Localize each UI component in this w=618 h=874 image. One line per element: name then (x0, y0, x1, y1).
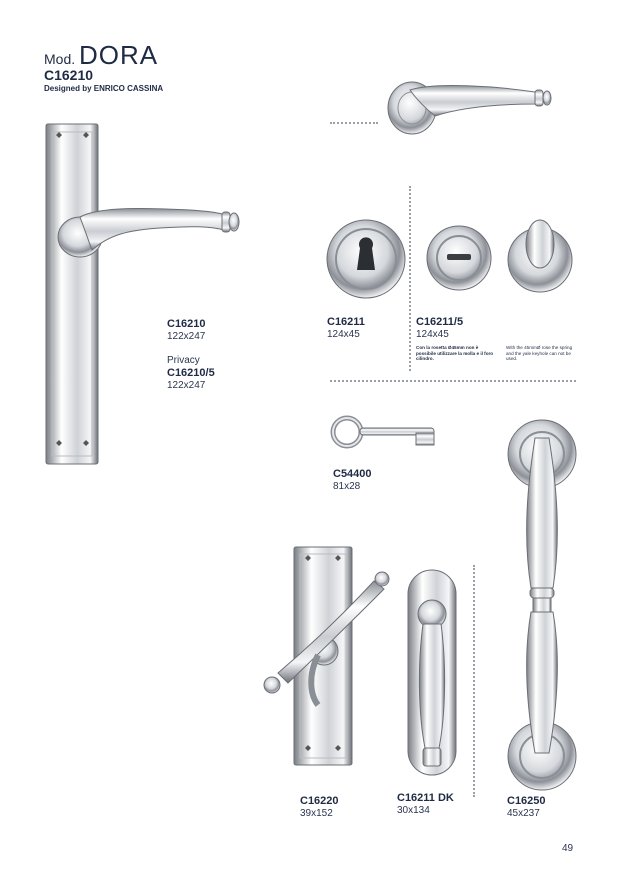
c16210-plate-handle-image (40, 122, 240, 467)
c16250-code: C16250 (507, 795, 546, 807)
c16211-5-code: C16211/5 (416, 316, 464, 328)
turn-knob-image (505, 214, 575, 296)
c16220-plate-lever-image (258, 545, 398, 770)
c16211-5-size: 124x45 (416, 329, 449, 340)
c16211dk-size: 30x134 (397, 805, 430, 816)
note-english: With the 45mmØ rose the spring and the yale keyhole can not be used. (506, 345, 573, 362)
rose-lever-image (385, 80, 565, 140)
c16220-size: 39x152 (300, 808, 333, 819)
c16220-code: C16220 (300, 795, 339, 807)
c16211dk-handle-image (405, 568, 460, 778)
separator-vertical-bottom (473, 565, 475, 797)
model-name: DORA (79, 40, 159, 70)
c16210-code: C16210 (167, 318, 206, 330)
separator-middle (330, 380, 576, 382)
c16210-5-size: 122x247 (167, 380, 206, 391)
c16210-5-label: Privacy (167, 355, 200, 366)
page-number: 49 (562, 843, 574, 854)
c54400-size: 81x28 (333, 481, 361, 492)
c54400-code: C54400 (333, 468, 372, 480)
key-image (330, 415, 440, 455)
c16211-code: C16211 (327, 316, 365, 328)
pull-handle-image (505, 418, 580, 793)
c16211-size: 124x45 (327, 329, 360, 340)
keyhole-escutcheon-image (325, 218, 407, 300)
main-code: C16210 (44, 67, 94, 83)
separator-vertical-escutcheons (409, 186, 411, 371)
mod-prefix: Mod. (44, 51, 76, 67)
note-italian: Con la rosetta Ø45mm non è possibile utilizzare la molla e il foro cilindro. (416, 345, 494, 362)
c16250-size: 45x237 (507, 808, 540, 819)
separator-top (330, 122, 378, 124)
c16211dk-code: C16211 DK (397, 792, 454, 804)
privacy-turn-image (425, 222, 493, 294)
designer-credit: Designed by ENRICO CASSINA (44, 84, 164, 93)
c16210-size: 122x247 (167, 331, 206, 342)
c16210-5-code: C16210/5 (167, 367, 215, 379)
